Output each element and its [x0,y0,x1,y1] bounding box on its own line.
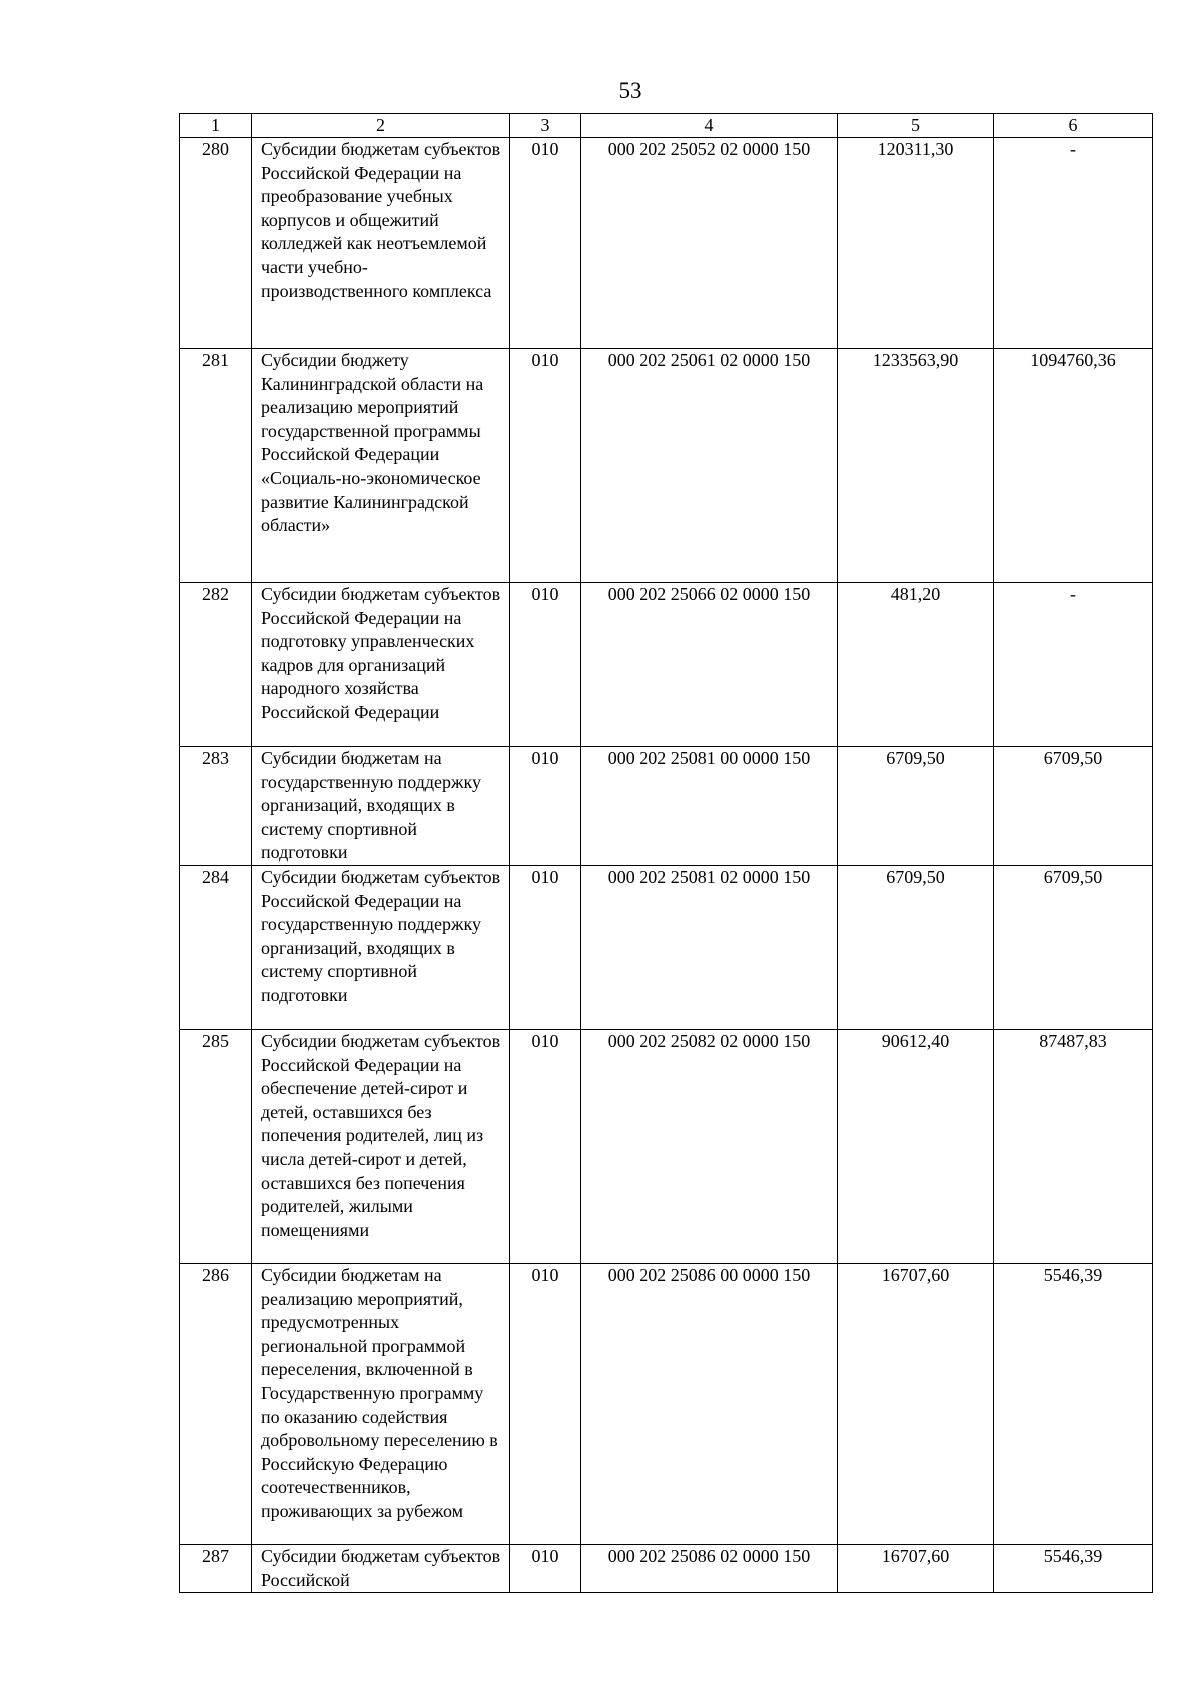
header-cell: 3 [510,114,581,138]
row-amount-1: 120311,30 [838,138,994,349]
row-amount-1: 481,20 [838,583,994,747]
row-budget-code: 000 202 25052 02 0000 150 [581,138,838,349]
page-number: 53 [618,78,642,103]
row-amount-2: 1094760,36 [994,349,1153,583]
table-row [180,1544,1153,1592]
row-amount-1: 16707,60 [838,1544,994,1592]
row-amount-1: 90612,40 [838,1029,994,1263]
header-cell: 4 [581,114,838,138]
row-admin-code: 010 [510,1029,581,1263]
header-cell: 2 [252,114,510,138]
row-budget-code: 000 202 25082 02 0000 150 [581,1029,838,1263]
table-row [180,583,1153,747]
table-row [180,138,1153,349]
row-budget-code: 000 202 25081 02 0000 150 [581,865,838,1029]
row-description: Субсидии бюджетам субъектов Российской Федерации на преобразование учебных корпусов и общежитий колледжей как неотъемлемой части учебно-производственного комплекса [252,138,510,349]
row-amount-2: 5546,39 [994,1544,1153,1592]
table-row [180,747,1153,866]
header-cell: 6 [994,114,1153,138]
header-cell: 1 [180,114,252,138]
row-description: Субсидии бюджету Калининградской области на реализацию мероприятий государственной программы Российской Федерации «Социаль-но-экономическое развитие Калининградской области» [252,349,510,583]
row-budget-code: 000 202 25061 02 0000 150 [581,349,838,583]
row-amount-1: 6709,50 [838,865,994,1029]
row-number: 280 [180,138,252,349]
row-admin-code: 010 [510,747,581,866]
row-amount-1: 6709,50 [838,747,994,866]
row-admin-code: 010 [510,865,581,1029]
row-budget-code: 000 202 25081 00 0000 150 [581,747,838,866]
row-admin-code: 010 [510,1263,581,1544]
row-amount-2: 87487,83 [994,1029,1153,1263]
row-number: 285 [180,1029,252,1263]
row-description: Субсидии бюджетам субъектов Российской [252,1544,510,1592]
header-cell: 5 [838,114,994,138]
row-number: 284 [180,865,252,1029]
budget-table [179,113,1153,1593]
row-admin-code: 010 [510,349,581,583]
row-amount-2: 5546,39 [994,1263,1153,1544]
row-description: Субсидии бюджетам субъектов Российской Федерации на обеспечение детей-сирот и детей, оставшихся без попечения родителей, лиц из числа детей-сирот и детей, оставшихся без попечения родителей, жилыми помещениями [252,1029,510,1263]
row-amount-1: 16707,60 [838,1263,994,1544]
row-budget-code: 000 202 25086 02 0000 150 [581,1544,838,1592]
row-amount-2: 6709,50 [994,865,1153,1029]
row-budget-code: 000 202 25086 00 0000 150 [581,1263,838,1544]
table-row [180,1263,1153,1544]
row-description: Субсидии бюджетам субъектов Российской Федерации на государственную поддержку организаций, входящих в систему спортивной подготовки [252,865,510,1029]
table-row [180,1029,1153,1263]
row-number: 282 [180,583,252,747]
row-number: 287 [180,1544,252,1592]
row-number: 283 [180,747,252,866]
row-number: 286 [180,1263,252,1544]
table-row [180,865,1153,1029]
table-row [180,349,1153,583]
row-admin-code: 010 [510,138,581,349]
row-admin-code: 010 [510,583,581,747]
row-amount-2: - [994,138,1153,349]
table-header-row [180,114,1153,138]
row-description: Субсидии бюджетам на государственную поддержку организаций, входящих в систему спортивной подготовки [252,747,510,866]
row-amount-1: 1233563,90 [838,349,994,583]
row-budget-code: 000 202 25066 02 0000 150 [581,583,838,747]
row-amount-2: 6709,50 [994,747,1153,866]
row-admin-code: 010 [510,1544,581,1592]
row-description: Субсидии бюджетам на реализацию мероприятий, предусмотренных региональной программой переселения, включенной в Государственную программу по оказанию содействия добровольному переселению в Российскую Федерацию соотечественников, проживающих за рубежом [252,1263,510,1544]
row-amount-2: - [994,583,1153,747]
row-description: Субсидии бюджетам субъектов Российской Федерации на подготовку управленческих кадров для организаций народного хозяйства Российской Федерации [252,583,510,747]
row-number: 281 [180,349,252,583]
